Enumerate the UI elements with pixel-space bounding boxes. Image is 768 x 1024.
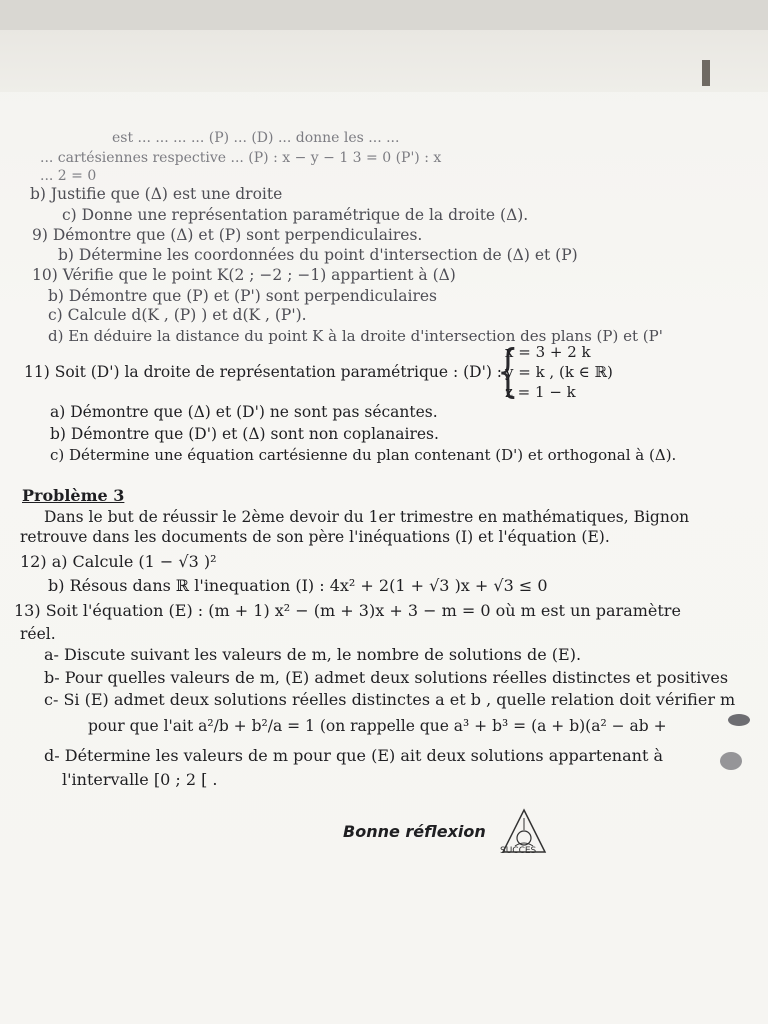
- item-13c: c- Si (E) admet deux solutions réelles distinctes a et b , quelle relation doit vérifier m: [44, 690, 736, 709]
- item-11b: b) Démontre que (D') et (Δ) sont non coplanaires.: [50, 425, 439, 443]
- item-13d: d- Détermine les valeurs de m pour que (E) ait deux solutions appartenant à: [44, 746, 663, 765]
- item-13b: b- Pour quelles valeurs de m, (E) admet deux solutions réelles distinctes et positives: [44, 668, 729, 687]
- ink-smudge: [720, 752, 742, 770]
- item-13d-cont: l'intervalle [0 ; 2 [ .: [62, 770, 218, 789]
- item-10b: b) Démontre que (P) et (P') sont perpendiculaires: [48, 287, 437, 305]
- item-11c: c) Détermine une équation cartésienne du plan contenant (D') et orthogonal à (Δ).: [50, 446, 677, 464]
- item-b-justify: b) Justifie que (Δ) est une droite: [30, 185, 283, 203]
- system-brace: {: [497, 339, 519, 404]
- faded-line-3: ... 2 = 0: [40, 168, 97, 184]
- item-9b: b) Détermine les coordonnées du point d'intersection de (Δ) et (P): [58, 246, 578, 264]
- item-11a: a) Démontre que (Δ) et (D') ne sont pas sécantes.: [50, 403, 438, 421]
- faded-line-1: est ... ... ... ... (P) ... (D) ... donne les ... ...: [112, 130, 400, 146]
- problem-title: Problème 3: [22, 486, 125, 505]
- item-13a: a- Discute suivant les valeurs de m, le nombre de solutions de (E).: [44, 645, 582, 664]
- ink-smudge: [728, 714, 750, 726]
- closing-text: Bonne réflexion: [343, 822, 486, 841]
- item-13-cont: réel.: [20, 625, 56, 643]
- problem-intro-1: Dans le but de réussir le 2ème devoir du 1er trimestre en mathématiques, Bignon: [44, 508, 690, 526]
- problem-intro-2: retrouve dans les documents de son père l'inéquations (I) et l'équation (E).: [20, 528, 610, 546]
- item-12b: b) Résous dans ℝ l'inequation (I) : 4x² + 2(1 + √3 )x + √3 ≤ 0: [48, 576, 548, 595]
- item-13c-cont: pour que l'ait a²/b + b²/a = 1 (on rappelle que a³ + b³ = (a + b)(a² − ab +: [88, 717, 667, 735]
- system-eq-y: y = k , (k ∈ ℝ): [505, 363, 613, 381]
- logo-label: SUCCES: [500, 846, 537, 856]
- item-10d: d) En déduire la distance du point K à la droite d'intersection des plans (P) et (P': [48, 327, 663, 345]
- item-9: 9) Démontre que (Δ) et (P) sont perpendiculaires.: [32, 226, 423, 244]
- item-12a: 12) a) Calcule (1 − √3 )²: [20, 552, 217, 571]
- faded-line-2: ... cartésiennes respective ... (P) : x − y − 1 3 = 0 (P') : x: [40, 150, 442, 166]
- item-10: 10) Vérifie que le point K(2 ; −2 ; −1) appartient à (Δ): [32, 266, 456, 284]
- system-eq-x: x = 3 + 2 k: [505, 343, 591, 361]
- system-eq-z: z = 1 − k: [505, 383, 576, 401]
- item-13: 13) Soit l'équation (E) : (m + 1) x² − (m + 3)x + 3 − m = 0 où m est un paramètre: [14, 601, 681, 620]
- binder-mark: [702, 60, 710, 86]
- item-c-param: c) Donne une représentation paramétrique de la droite (Δ).: [62, 206, 529, 224]
- page-top-shadow: [0, 30, 768, 92]
- item-11: 11) Soit (D') la droite de représentation paramétrique : (D') :: [24, 363, 503, 381]
- item-10c: c) Calcule d(K , (P) ) et d(K , (P').: [48, 306, 307, 324]
- param-system: [505, 342, 613, 402]
